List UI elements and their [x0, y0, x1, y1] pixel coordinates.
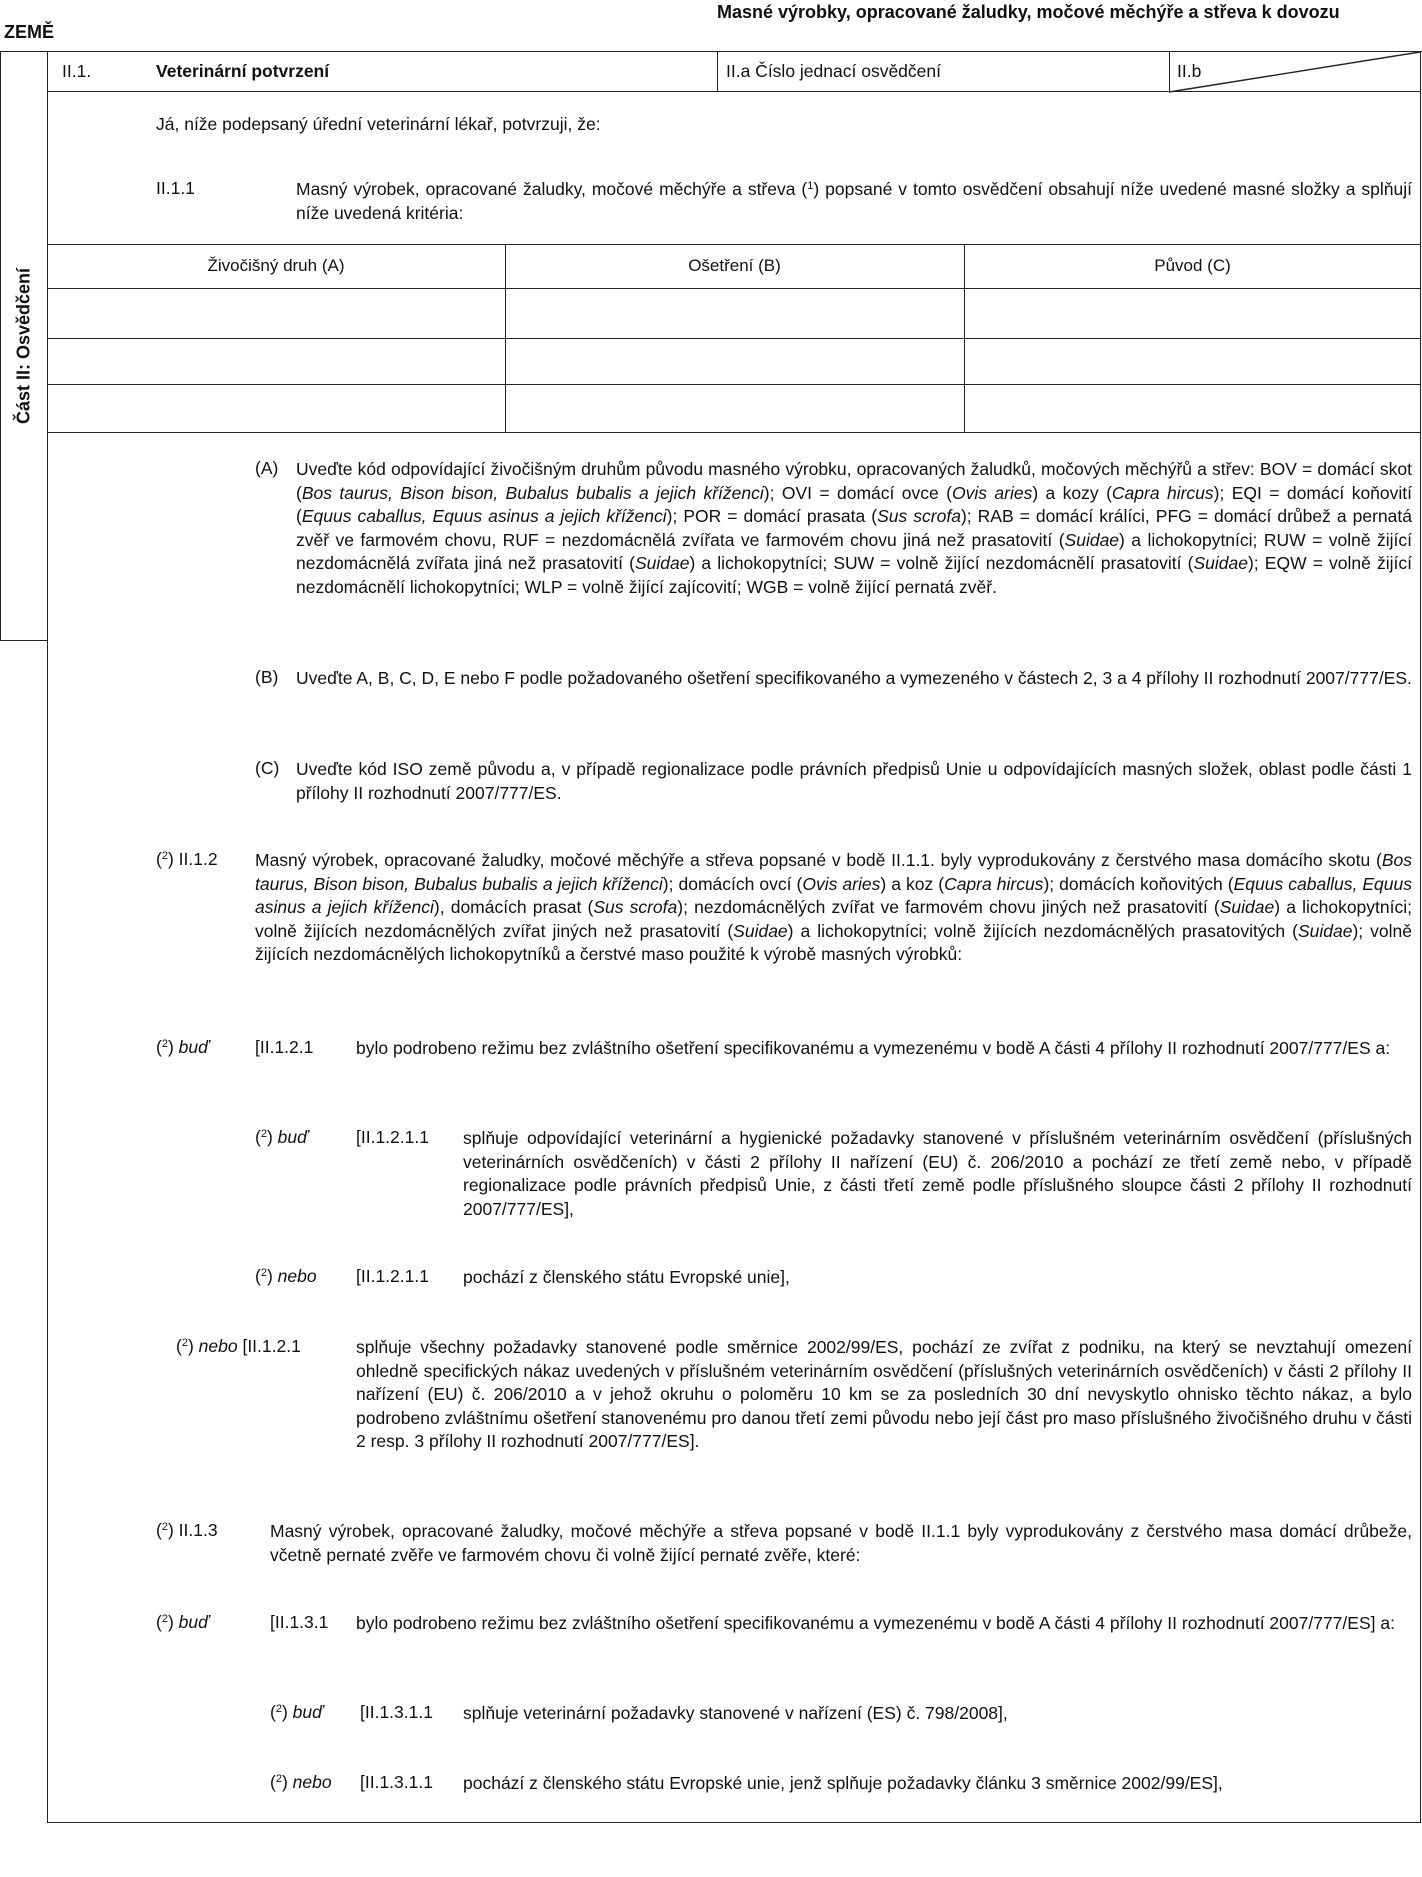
- s112-prefix: ($^2$) II.1.2: [156, 849, 218, 869]
- s11211b-number: [II.1.2.1.1: [356, 1266, 429, 1286]
- s111-number: II.1.1: [156, 178, 195, 198]
- table-cell[interactable]: [47, 339, 505, 383]
- side-label: Část II: Osvědčení: [13, 267, 34, 425]
- s111-text: Masný výrobek, opracované žaludky, močové měchýře a střeva ($^1$) popsané v tomto osvědčení obsahují níže uvedené masné složky a splňují níže uvedená kritéria:: [296, 179, 1412, 223]
- side-bottom-border: [0, 640, 48, 641]
- s11311b-prefix: ($^2$) nebo: [270, 1772, 332, 1792]
- s1131-text: bylo podrobeno režimu bez zvláštního ošetření specifikovanému a vymezenému v bodě A části 4 přílohy II rozhodnutí 2007/777/ES] a:: [356, 1613, 1395, 1633]
- s11211a-prefix: ($^2$) buď: [255, 1127, 309, 1147]
- note-b-text: Uveďte A, B, C, D, E nebo F podle požadovaného ošetření specifikovaného a vymezeného v částech 2, 3 a 4 přílohy II rozhodnutí 2007/777/ES.: [296, 668, 1412, 688]
- table-cell[interactable]: [506, 339, 963, 383]
- table-cell[interactable]: [506, 385, 963, 432]
- s11311a-prefix: ($^2$) buď: [270, 1702, 324, 1722]
- s11211b-prefix: ($^2$) nebo: [255, 1266, 317, 1286]
- s113-text: Masný výrobek, opracované žaludky, močové měchýře a střeva popsané v bodě II.1.1 byly vyprodukovány z čerstvého masa domácí drůbeže, včetně pernaté zvěře ve farmovém chovu či volně žijící pernaté zvěře, které:: [270, 1521, 1412, 1565]
- side-left-border: [0, 51, 1, 641]
- table-cell[interactable]: [506, 289, 963, 337]
- note-c-label: (C): [255, 758, 280, 778]
- table-header-origin: Původ (C): [1154, 256, 1231, 275]
- s1131-number: [II.1.3.1: [270, 1612, 329, 1632]
- row-title: Veterinární potvrzení: [156, 61, 330, 81]
- intro-text: Já, níže podepsaný úřední veterinární lékař, potvrzuji, že:: [156, 114, 601, 134]
- table-cell[interactable]: [965, 289, 1421, 337]
- s1121-number: [II.1.2.1: [255, 1037, 314, 1057]
- s11211a-number: [II.1.2.1.1: [356, 1127, 429, 1147]
- s11311a-text: splňuje veterinární požadavky stanovené v nařízení (ES) č. 798/2008],: [463, 1703, 1008, 1723]
- s11211b-text: pochází z členského státu Evropské unie],: [463, 1267, 790, 1287]
- iib-diagonal-line: [1169, 51, 1421, 93]
- bottom-border: [47, 1822, 1421, 1823]
- s11211a-text: splňuje odpovídající veterinární a hygienické požadavky stanovené v příslušném veterinárním osvědčení (příslušných veterinárních osvědčeních) v části 2 přílohy II nařízení (EU) č. 206/2010 a pochází ze třetí země nebo, v případě regionalizace podle právních předpisů Unie, z části třetí země podle příslušného sloupce části 2 přílohy II rozhodnutí 2007/777/ES],: [463, 1128, 1412, 1219]
- iib-label: II.b: [1177, 61, 1202, 81]
- row1-bottom-border: [47, 91, 1421, 92]
- certificate-title: Masné výrobky, opracované žaludky, močové měchýře a střeva k dovozu: [717, 2, 1340, 22]
- s1121-text: bylo podrobeno režimu bez zvláštního ošetření specifikovanému a vymezenému v bodě A části 4 přílohy II rozhodnutí 2007/777/ES a:: [356, 1038, 1391, 1058]
- table-cell[interactable]: [965, 339, 1421, 383]
- note-a-label: (A): [255, 458, 279, 478]
- table-cell[interactable]: [47, 385, 505, 432]
- country-label: ZEMĚ: [4, 22, 55, 42]
- note-b-label: (B): [255, 667, 279, 687]
- s1121-prefix: ($^2$) buď: [156, 1037, 210, 1057]
- note-a-text: Uveďte kód odpovídající živočišným druhům původu masného výrobku, opracovaných žaludků, močových měchýřů a střev: BOV = domácí skot (Bos taurus, Bison bison, Bubalus bubalis a jejich kříženci); OVI = domácí ovce (Ovis aries) a kozy (Capra hircus); EQI = domácí koňovití (Equus caballus, Equus asinus a jejich kříženci); POR = domácí prasata (Sus scrofa); RAB = domácí králíci, PFG = domácí drůbež a pernatá zvěř ve farmovém chovu, RUF = nezdomácnělá zvířata ve farmovém chovu jiná než prasatovití (Suidae) a lichokopytníci; RUW = volně žijící nezdomácnělá zvířata jiná než prasatovití (Suidae) a lichokopytníci; SUW = volně žijící nezdomácnělí prasatovití (Suidae); EQW = volně žijící nezdomácnělí lichokopytníci; WLP = volně žijící zajícovití; WGB = volně žijící pernatá zvěř.: [296, 459, 1413, 597]
- ref-divider: [717, 51, 718, 92]
- s11311a-number: [II.1.3.1.1: [360, 1702, 433, 1722]
- s11311b-number: [II.1.3.1.1: [360, 1772, 433, 1792]
- s112-text: Masný výrobek, opracované žaludky, močové měchýře a střeva popsané v bodě II.1.1. byly vyprodukovány z čerstvého masa domácího skotu (Bos taurus, Bison bison, Bubalus bubalis a jejich kříženci); domácích ovcí (Ovis aries) a koz (Capra hircus); domácích koňovitých (Equus caballus, Equus asinus a jejich kříženci), domácích prasat (Sus scrofa); nezdomácnělých zvířat ve farmovém chovu jiných než prasatovití (Suidae) a lichokopytníci; volně žijících nezdomácnělých zvířat jiných než prasatovití (Suidae) a lichokopytníci; volně žijících nezdomácnělých prasatovitých (Suidae); volně žijících nezdomácnělých lichokopytníků a čerstvé maso použité k výrobě masných výrobků:: [255, 850, 1412, 964]
- table-cell[interactable]: [965, 385, 1421, 432]
- table-cell[interactable]: [47, 289, 505, 337]
- table-header-treatment: Ošetření (B): [688, 256, 781, 275]
- ref-number-label: II.a Číslo jednací osvědčení: [726, 61, 941, 81]
- s1121b-text: splňuje všechny požadavky stanovené podle směrnice 2002/99/ES, pochází ze zvířat z podniku, na který se nevztahují omezení ohledně specifických nákaz uvedených v příslušném veterinárním osvědčení (příslušných veterinárních osvědčeních) v části 2 přílohy II nařízení (EU) č. 206/2010 a v jehož okruhu o poloměru 10 km se za posledních 30 dní nevyskytlo ohnisko těchto nákaz, a bylo podrobeno zvláštnímu ošetření stanovenému pro danou třetí zemi původu nebo její část pro maso příslušného živočišného druhu v části 2 resp. 3 přílohy II rozhodnutí 2007/777/ES].: [356, 1337, 1412, 1451]
- note-c-text: Uveďte kód ISO země původu a, v případě regionalizace podle právních předpisů Unie u odpovídajících masných složek, oblast podle části 1 přílohy II rozhodnutí 2007/777/ES.: [296, 759, 1412, 803]
- s1121b-prefix: ($^2$) nebo [II.1.2.1: [176, 1336, 301, 1356]
- s113-prefix: ($^2$) II.1.3: [156, 1520, 218, 1540]
- s1131-prefix: ($^2$) buď: [156, 1612, 210, 1632]
- s11311b-text: pochází z členského státu Evropské unie, jenž splňuje požadavky článku 3 směrnice 2002/99/ES],: [463, 1773, 1223, 1793]
- row-number: II.1.: [62, 61, 92, 81]
- ingredients-table: [47, 244, 1421, 434]
- table-header-species: Živočišný druh (A): [207, 256, 345, 275]
